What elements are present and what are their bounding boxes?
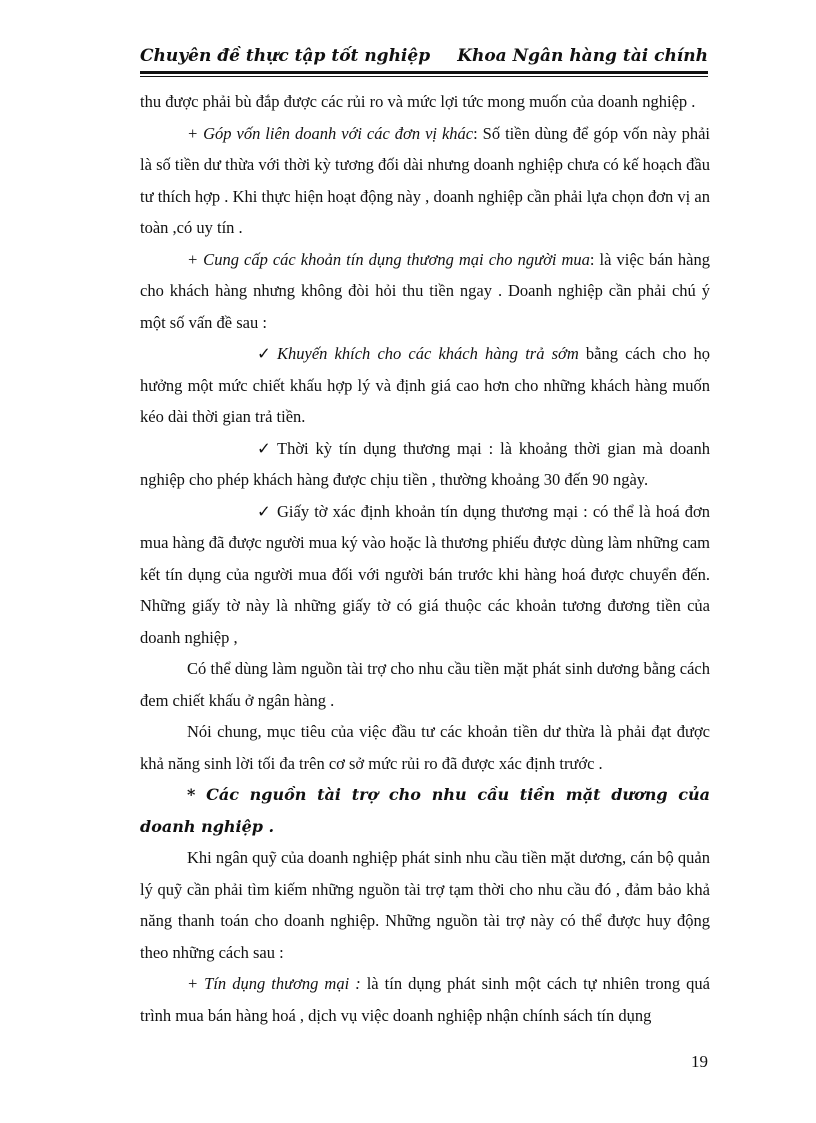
check-item-khuyen-khich: [140, 338, 710, 433]
page-body: [140, 86, 710, 1031]
checkmark-icon: ✓: [257, 344, 271, 363]
paragraph-continuation: thu được phải bù đắp được các rủi ro và mức lợi tức mong muốn của doanh nghiệp .: [140, 92, 696, 111]
check-item-thoi-ky: [140, 433, 710, 496]
check-item-text: bằng cách cho họ hưởng một mức chiết khấu hợp lý và định giá cao hơn cho những khách hàng muốn kéo dài thời gian trả tiền.: [140, 344, 710, 426]
checkmark-icon: ✓: [257, 438, 271, 458]
checkmark-icon: ✓: [257, 501, 271, 521]
paragraph-lead: + Góp vốn liên doanh với các đơn vị khác: [187, 123, 474, 143]
paragraph-text: là tín dụng phát sinh một cách tự nhiên trong quá trình mua bán hàng hoá , dịch vụ việc doanh nghiệp nhận chính sách tín dụng: [140, 974, 710, 1025]
paragraph-ngan-quy: Khi ngân quỹ của doanh nghiệp phát sinh nhu cầu tiền mặt dương, cán bộ quản lý quỹ cần phải tìm kiếm những nguồn tài trợ tạm thời cho nhu cầu đó , đảm bảo khả năng thanh toán cho doanh nghiệp. Những nguồn tài trợ này có thể được huy động theo những cách sau :: [140, 848, 710, 962]
check-item-text: Giấy tờ xác định khoản tín dụng thương mại : có thể là hoá đơn mua hàng đã được người mua ký vào hoặc là thương phiếu được dùng làm những cam kết tín dụng của người mua đối với người bán trước khi hàng hoá được chuyển đến. Những giấy tờ này là những giấy tờ có giá thuộc các khoản tương đương tiền của doanh nghiệp ,: [140, 501, 710, 647]
paragraph-gop-von: [140, 118, 710, 244]
header-rule-thin: [140, 76, 708, 77]
paragraph-tin-dung-thuong-mai: [140, 968, 710, 1031]
paragraph-cung-cap-tin-dung: [140, 244, 710, 339]
paragraph-text: : là việc bán hàng cho khách hàng nhưng không đòi hỏi thu tiền ngay . Doanh nghiệp cần phải chú ý một số vấn đề sau :: [140, 249, 710, 332]
page-header: [140, 46, 708, 70]
check-item-text: Thời kỳ tín dụng thương mại : là khoảng thời gian mà doanh nghiệp cho phép khách hàng được chịu tiền , thường khoảng 30 đến 90 ngày.: [140, 438, 710, 489]
page-number: 19: [691, 1052, 708, 1071]
paragraph-text: : Số tiền dùng để góp vốn này phải là số tiền dư thừa với thời kỳ tương đối dài nhưng doanh nghiệp chưa có kế hoạch đầu tư thích hợp . Khi thực hiện hoạt động này , doanh nghiệp cần phải lựa chọn đơn vị an toàn ,có uy tín .: [140, 123, 710, 237]
check-item-lead: Khuyến khích cho các khách hàng trả sớm: [277, 344, 579, 363]
section-heading: * Các nguồn tài trợ cho nhu cầu tiền mặt dương của doanh nghiệp .: [140, 785, 710, 836]
header-left-title: Chuyên đề thực tập tốt nghiệp: [140, 46, 431, 66]
paragraph-chiet-khau: Có thể dùng làm nguồn tài trợ cho nhu cầu tiền mặt phát sinh dương bằng cách đem chiết khấu ở ngân hàng .: [140, 659, 710, 710]
paragraph-muc-tieu: Nói chung, mục tiêu của việc đầu tư các khoản tiền dư thừa là phải đạt được khả năng sinh lời tối đa trên cơ sở mức rủi ro đã được xác định trước .: [140, 722, 710, 773]
paragraph-lead: + Tín dụng thương mại :: [187, 974, 361, 993]
paragraph-lead: + Cung cấp các khoản tín dụng thương mại cho người mua: [187, 249, 590, 269]
header-rule-thick: [140, 71, 708, 74]
check-item-giay-to: [140, 496, 710, 654]
header-right-title: Khoa Ngân hàng tài chính: [457, 46, 708, 66]
